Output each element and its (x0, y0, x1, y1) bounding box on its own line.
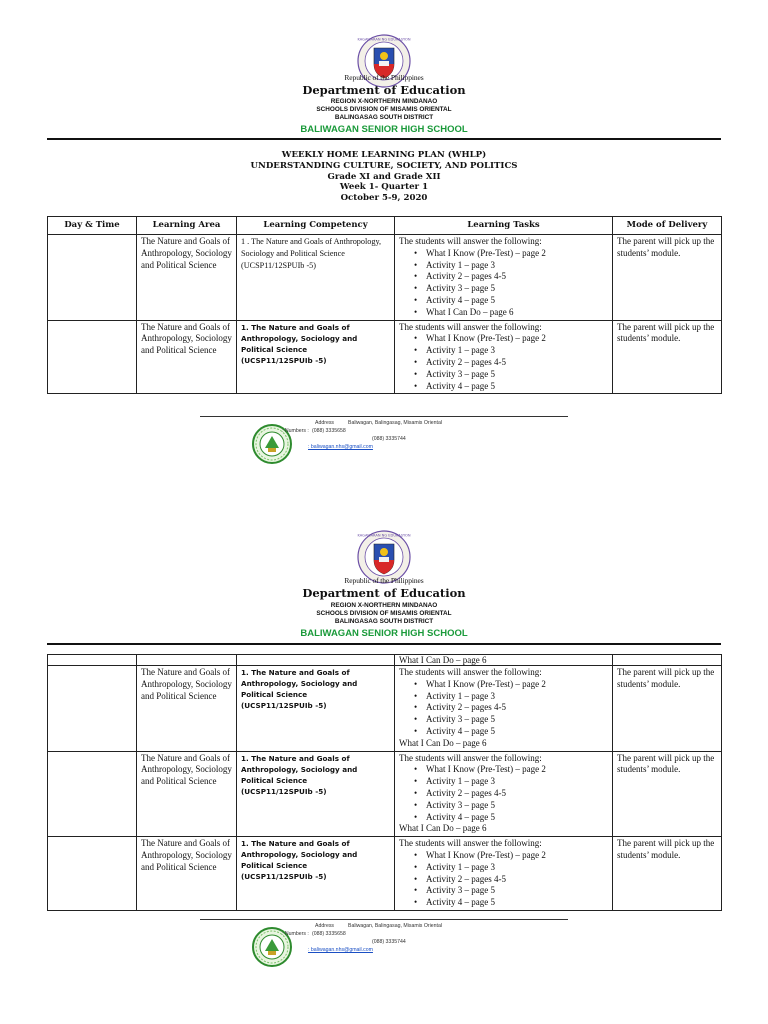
learning-plan-table (47, 216, 722, 394)
footer-address-label: Address (315, 923, 335, 929)
region-text: REGION X-NORTHERN MINDANAO (330, 602, 438, 609)
mode-of-delivery-cell: The parent will pick up the students’ module. (613, 751, 722, 837)
header-rule (47, 138, 721, 140)
tasks-intro: The students will answer the following: (399, 752, 542, 763)
district-text: BALINGASAG SOUTH DISTRICT (334, 618, 434, 625)
learning-plan-table-continued (47, 654, 722, 911)
footer-number: (088) 3335658 (312, 428, 346, 434)
tasks-intro: The students will answer the following: (399, 236, 542, 246)
learning-tasks-cell (395, 320, 613, 394)
task-item: • Activity 3 – page 5 (426, 885, 608, 897)
footer-address: Baliwagan, Balingasag, Misamis Oriental (348, 420, 442, 426)
day-time-cell (48, 751, 137, 837)
learning-area-cell: The Nature and Goals of Anthropology, Sociology and Political Science (137, 320, 237, 394)
table-row (48, 837, 722, 911)
plan-title-line: Week 1- Quarter 1 (339, 182, 429, 193)
competency-text: 1. The Nature and Goals of Anthropology, Sociology and Political Science (241, 839, 358, 871)
competency-code: (UCSP11/12SPUIb -5) (241, 260, 316, 270)
task-list (399, 248, 608, 319)
task-item: • Activity 1 – page 3 (426, 260, 608, 272)
learning-tasks-cell (395, 235, 613, 321)
task-item: • Activity 4 – page 5 (426, 726, 608, 738)
footer-email-link[interactable]: : baliwagan.nhs@gmail.com (308, 444, 373, 450)
footer-email-link[interactable]: : baliwagan.nhs@gmail.com (308, 947, 373, 953)
task-item: • Activity 2 – pages 4-5 (426, 357, 608, 369)
task-item: • Activity 2 – pages 4-5 (426, 788, 608, 800)
mode-of-delivery-cell: The parent will pick up the students’ module. (613, 320, 722, 394)
footer-number: (088) 3335744 (372, 436, 406, 442)
mode-of-delivery-cell: The parent will pick up the students’ module. (613, 235, 722, 321)
task-item: • Activity 4 – page 5 (426, 295, 608, 307)
column-header: Mode of Delivery (613, 217, 722, 235)
table-row (48, 320, 722, 394)
plan-title-line: UNDERSTANDING CULTURE, SOCIETY, AND POLITICS (250, 160, 518, 171)
learning-tasks-cell (395, 666, 613, 752)
table-row (48, 655, 722, 666)
competency-code: (UCSP11/12SPUIb -5) (241, 872, 327, 882)
plan-title-line: October 5-9, 2020 (340, 193, 428, 204)
competency-text: 1. The Nature and Goals of Anthropology, Sociology and Political Science (241, 668, 358, 699)
learning-competency-cell (237, 666, 395, 752)
table-row (48, 751, 722, 837)
learning-tasks-cell: What I Can Do – page 6 (395, 655, 613, 666)
task-item: • Activity 3 – page 5 (426, 714, 608, 726)
task-item: • What I Know (Pre-Test) – page 2 (426, 248, 608, 260)
competency-text: 1. The Nature and Goals of Anthropology, Sociology and Political Science (241, 322, 358, 354)
task-trailing: What I Can Do – page 6 (399, 823, 487, 834)
department-title: Department of Education (302, 586, 466, 600)
task-item: • Activity 3 – page 5 (426, 800, 608, 812)
task-list (399, 850, 608, 909)
column-header: Learning Area (137, 217, 237, 235)
task-item: • Activity 1 – page 3 (426, 862, 608, 874)
learning-competency-cell (237, 655, 395, 666)
competency-code: (UCSP11/12SPUIb -5) (241, 701, 327, 710)
footer-number: (088) 3335658 (312, 931, 346, 937)
day-time-cell (48, 235, 137, 321)
learning-area-cell: The Nature and Goals of Anthropology, Sociology and Political Science (137, 235, 237, 321)
district-text: BALINGASAG SOUTH DISTRICT (334, 114, 434, 121)
tasks-intro: The students will answer the following: (399, 321, 542, 332)
learning-competency-cell (237, 837, 395, 911)
task-item: • Activity 4 – page 5 (426, 897, 608, 909)
tasks-intro: The students will answer the following: (399, 838, 542, 849)
footer-numbers-label: : Numbers : (282, 931, 309, 937)
task-list (399, 679, 608, 738)
task-item: • What I Can Do – page 6 (426, 307, 608, 319)
task-item: • Activity 3 – page 5 (426, 283, 608, 295)
task-item: • What I Know (Pre-Test) – page 2 (426, 850, 608, 862)
day-time-cell (48, 320, 137, 394)
task-item: • Activity 2 – pages 4-5 (426, 874, 608, 886)
task-item: • What I Know (Pre-Test) – page 2 (426, 764, 608, 776)
tasks-intro: The students will answer the following: (399, 667, 542, 677)
learning-tasks-cell (395, 751, 613, 837)
column-header: Learning Competency (237, 217, 395, 235)
learning-area-cell: The Nature and Goals of Anthropology, Sociology and Political Science (137, 837, 237, 911)
task-item: • What I Know (Pre-Test) – page 2 (426, 333, 608, 345)
learning-area-cell (137, 655, 237, 666)
competency-code: (UCSP11/12SPUIb -5) (241, 355, 327, 365)
department-title: Department of Education (302, 83, 466, 97)
learning-competency-cell (237, 751, 395, 837)
competency-text: 1. The Nature and Goals of Anthropology, Sociology and Political Science (241, 753, 358, 785)
task-item: • Activity 1 – page 3 (426, 776, 608, 788)
division-text: SCHOOLS DIVISION OF MISAMIS ORIENTAL (316, 610, 452, 617)
learning-tasks-cell (395, 837, 613, 911)
footer-numbers-label: : Numbers : (282, 428, 309, 434)
footer-rule (200, 416, 568, 417)
task-list (399, 333, 608, 392)
region-text: REGION X-NORTHERN MINDANAO (330, 98, 438, 105)
learning-area-cell: The Nature and Goals of Anthropology, Sociology and Political Science (137, 751, 237, 837)
school-name: BALIWAGAN SENIOR HIGH SCHOOL (300, 124, 468, 135)
competency-code: (UCSP11/12SPUIb -5) (241, 786, 327, 796)
task-list (399, 764, 608, 823)
mode-of-delivery-cell (613, 655, 722, 666)
day-time-cell (48, 655, 137, 666)
learning-area-cell: The Nature and Goals of Anthropology, Sociology and Political Science (137, 666, 237, 752)
school-name: BALIWAGAN SENIOR HIGH SCHOOL (300, 628, 468, 639)
header-rule (47, 643, 721, 645)
task-item: • Activity 1 – page 3 (426, 345, 608, 357)
column-header: Day & Time (48, 217, 137, 235)
republic-text: Republic of the Philippines (344, 576, 424, 585)
task-item: • Activity 3 – page 5 (426, 369, 608, 381)
column-header: Learning Tasks (395, 217, 613, 235)
task-item: • Activity 4 – page 5 (426, 381, 608, 393)
table-row (48, 235, 722, 321)
footer-address: Baliwagan, Balingasag, Misamis Oriental (348, 923, 442, 929)
division-text: SCHOOLS DIVISION OF MISAMIS ORIENTAL (316, 106, 452, 113)
learning-competency-cell (237, 235, 395, 321)
task-item: • Activity 2 – pages 4-5 (426, 702, 608, 714)
task-trailing: What I Can Do – page 6 (399, 737, 487, 748)
republic-text: Republic of the Philippines (344, 73, 424, 82)
footer-rule (200, 919, 568, 920)
mode-of-delivery-cell: The parent will pick up the students’ module. (613, 666, 722, 752)
footer-number: (088) 3335744 (372, 939, 406, 945)
day-time-cell (48, 666, 137, 752)
table-header-row (48, 217, 722, 235)
task-item: • Activity 1 – page 3 (426, 691, 608, 703)
footer-address-label: Address (315, 420, 335, 426)
plan-title-line: WEEKLY HOME LEARNING PLAN (WHLP) (281, 150, 487, 160)
plan-title-line: Grade XI and Grade XII (327, 171, 441, 182)
task-item: • Activity 4 – page 5 (426, 812, 608, 824)
task-item: • What I Know (Pre-Test) – page 2 (426, 679, 608, 691)
table-row (48, 666, 722, 752)
task-item: • Activity 2 – pages 4-5 (426, 271, 608, 283)
plan-title (0, 150, 768, 204)
competency-text: 1 . The Nature and Goals of Anthropology, Sociology and Political Science (241, 237, 382, 258)
learning-competency-cell (237, 320, 395, 394)
day-time-cell (48, 837, 137, 911)
mode-of-delivery-cell: The parent will pick up the students’ module. (613, 837, 722, 911)
